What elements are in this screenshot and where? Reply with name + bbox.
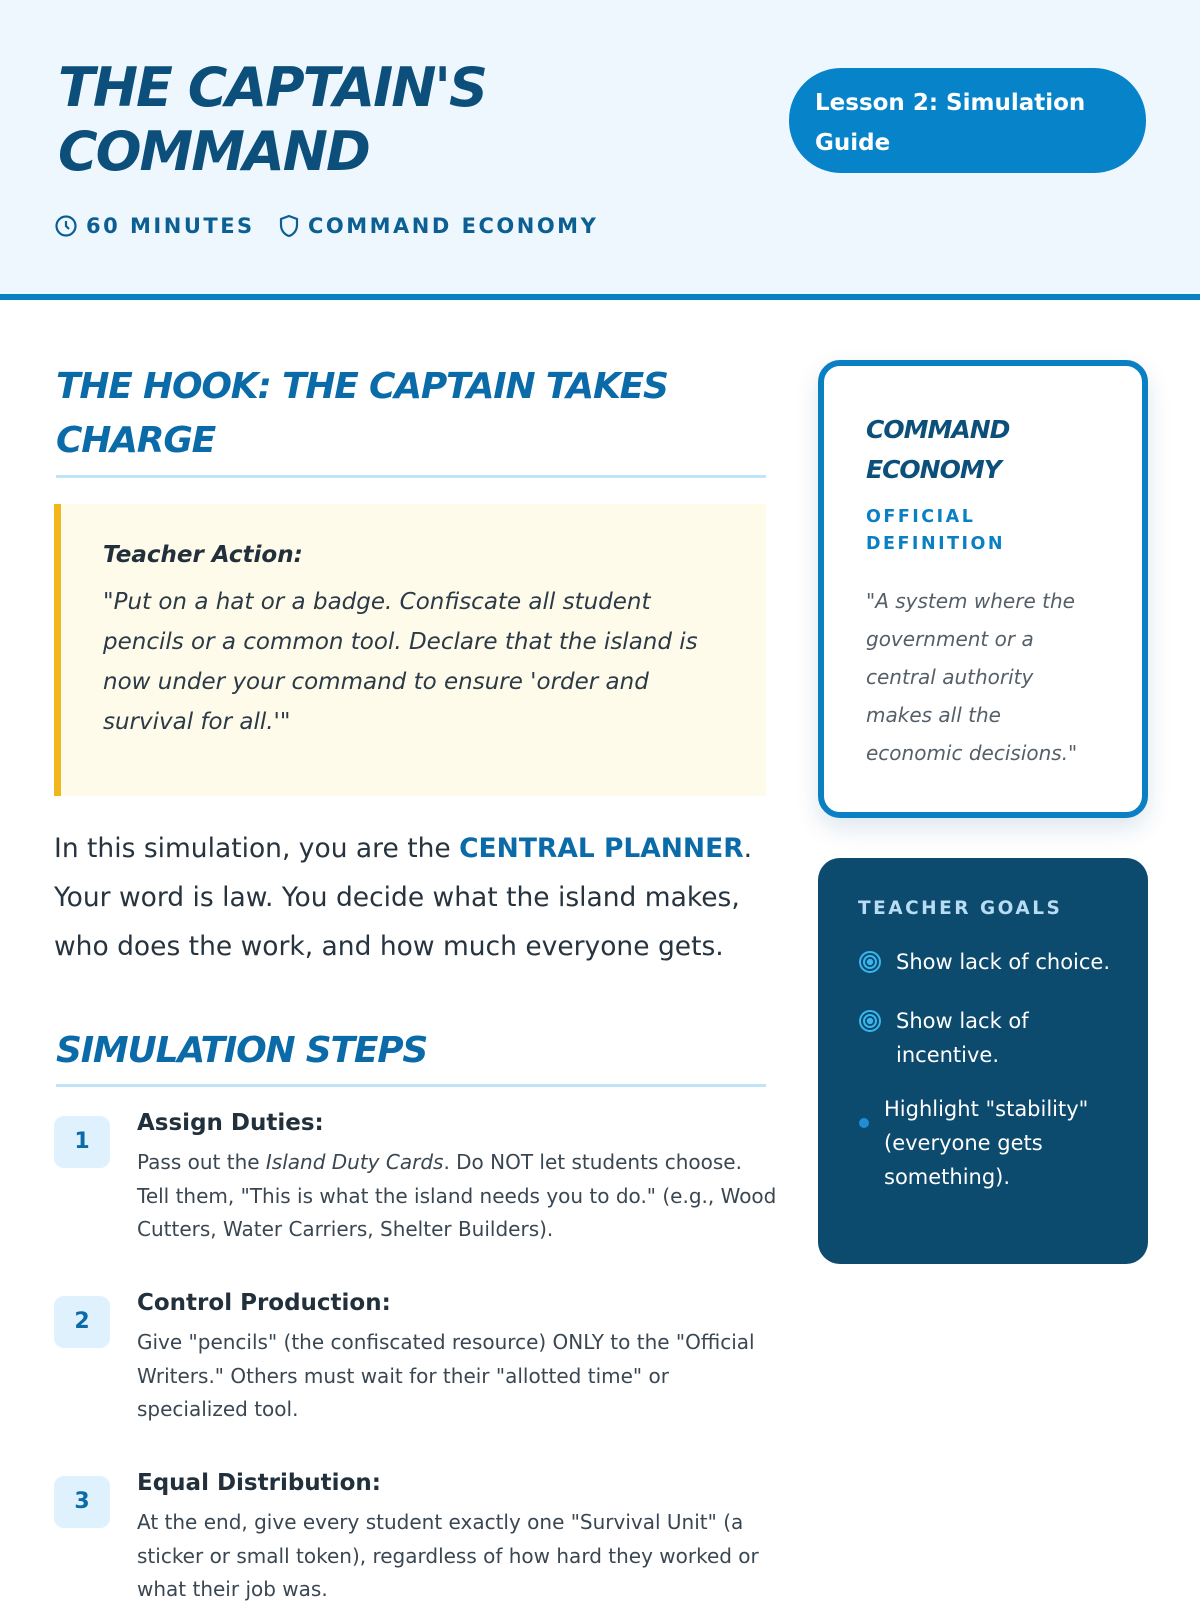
economy-type-meta	[278, 214, 598, 238]
step-title: Control Production:	[137, 1290, 391, 1316]
header	[0, 0, 1200, 300]
intro-paragraph	[54, 824, 774, 971]
lesson-badge: Lesson 2: Simulation Guide	[789, 68, 1146, 173]
definition-subtitle: OFFICIAL DEFINITION	[866, 507, 1006, 554]
step-body: At the end, give every student exactly one "Survival Unit" (a sticker or small token), regardless of how hard they worked or what their job was.	[137, 1510, 759, 1601]
definition-card	[818, 360, 1148, 818]
duration-meta	[54, 214, 255, 238]
goal-text: Show lack of incentive.	[896, 1009, 1029, 1067]
step-body	[137, 1146, 777, 1247]
teacher-action-callout	[54, 504, 766, 796]
teacher-goals-title: TEACHER GOALS	[858, 898, 1063, 919]
steps-heading: SIMULATION STEPS	[56, 1024, 766, 1087]
step-body: Give "pencils" (the confiscated resource) ONLY to the "Official Writers." Others must wait for their "allotted time" or specialized tool.	[137, 1330, 755, 1421]
goal-item	[858, 1092, 1118, 1194]
teacher-action-label: Teacher Action:	[103, 542, 303, 568]
central-planner-highlight: CENTRAL PLANNER	[459, 833, 744, 864]
goal-item	[858, 1004, 1118, 1072]
shield-icon	[278, 214, 300, 238]
definition-title: COMMAND ECONOMY	[866, 415, 1010, 484]
step-body-emphasis: Island Duty Cards	[265, 1150, 444, 1174]
step-number: 3	[54, 1476, 110, 1528]
duration-label: 60 MINUTES	[86, 214, 255, 238]
step-number: 1	[54, 1116, 110, 1168]
target-icon	[858, 1004, 886, 1043]
goal-item	[858, 945, 1118, 984]
definition-text: "A system where the government or a central authority makes all the economic decisions."	[866, 589, 1078, 765]
step-body-text-rest: . Do NOT let students choose. Tell them, "This is what the island needs you to do." (e.g., Wood Cutters, Water Carriers, Shelter Builders).	[137, 1150, 777, 1241]
bullet-dot-icon	[858, 1092, 874, 1139]
hook-heading: THE HOOK: THE CAPTAIN TAKES CHARGE	[56, 360, 766, 478]
clock-icon	[54, 214, 78, 238]
step-number: 2	[54, 1296, 110, 1348]
target-icon	[858, 945, 886, 984]
teacher-goals-panel	[818, 858, 1148, 1264]
step-title: Assign Duties:	[137, 1110, 324, 1136]
page-title: THE CAPTAIN'S COMMAND	[58, 56, 486, 183]
step-body-text: Pass out the	[137, 1150, 266, 1174]
goal-text: Highlight "stability" (everyone gets something).	[884, 1097, 1089, 1189]
intro-text-rest: . Your word is law. You decide what the island makes, who does the work, and how much everyone gets.	[54, 833, 753, 962]
step-title: Equal Distribution:	[137, 1470, 381, 1496]
goal-text: Show lack of choice.	[896, 950, 1111, 974]
teacher-action-quote: "Put on a hat or a badge. Confiscate all student pencils or a common tool. Declare that the island is now under your command to ensure 'order and survival for all.'"	[103, 589, 698, 735]
economy-type-label: COMMAND ECONOMY	[308, 214, 599, 238]
intro-text: In this simulation, you are the	[54, 833, 460, 864]
